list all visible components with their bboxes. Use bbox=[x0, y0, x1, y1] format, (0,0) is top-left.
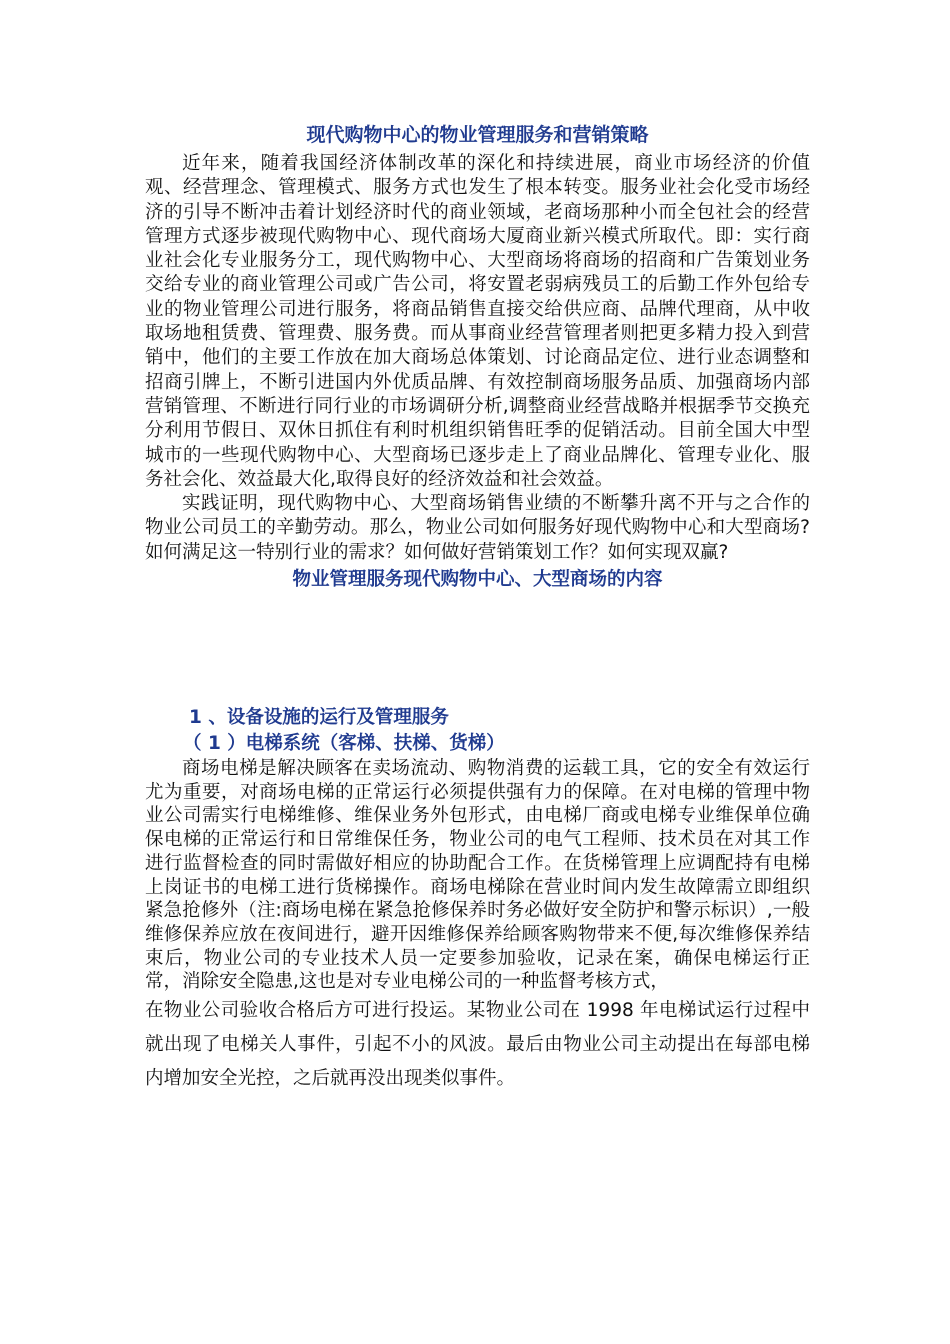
acceptance-paragraph: 在物业公司验收合格后方可进行投运。某物业公司在 1998 年电梯试运行过程中就出现了电梯关人事件，引起不小的风波。最后由物业公司主动提出在每部电梯内增加安全光控，之后就再没出现类似事件。 bbox=[145, 1000, 810, 1090]
intro-paragraph: 近年来，随着我国经济体制改革的深化和持续进展，商业市场经济的价值观、经营理念、管理模式、服务方式也发生了根本转变。服务业社会化受市场经济的引导不断冲击着计划经济时代的商业领域，老商场那种小而全包社会的经营管理方式逐步被现代购物中心、现代商场大厦商业新兴模式所取代。即：实行商业社会化专业服务分工，现代购物中心、大型商场将商场的招商和广告策划业务交给专业的商业管理公司或广告公司，将安置老弱病残员工的后勤工作外包给专业的物业管理公司进行服务，将商品销售直接交给供应商、品牌代理商，从中收取场地租赁费、管理费、服务费。而从事商业经营管理者则把更多精力投入到营销中，他们的主要工作放在加大商场总体策划、讨论商品定位、进行业态调整和招商引牌上，不断引进国内外优质品牌、有效控制商场服务品质、加强商场内部营销管理、不断进行同行业的市场调研分析,调整商业经营战略并根据季节交换充分利用节假日、双休日抓住有利时机组织销售旺季的促销活动。目前全国大中型城市的一些现代购物中心、大型商场已逐步走上了商业品牌化、管理专业化、服务社会化、效益最大化,取得良好的经济效益和社会效益。 bbox=[145, 153, 810, 490]
section-subtitle: 物业管理服务现代购物中心、大型商场的内容 bbox=[292, 569, 663, 591]
document-page bbox=[145, 118, 810, 1096]
elevator-paragraph: 商场电梯是解决顾客在卖场流动、购物消费的运载工具，它的安全有效运行尤为重要，对商场电梯的正常运行必须提供强有力的保障。在对电梯的管理中物业公司需实行电梯维修、维保业务外包形式，由电梯厂商或电梯专业维保单位确保电梯的正常运行和日常维保任务，物业公司的电气工程师、技术员在对其工作进行监督检查的同时需做好相应的协助配合工作。在货梯管理上应调配持有电梯上岗证书的电梯工进行货梯操作。商场电梯除在营业时间内发生故障需立即组织紧急抢修外（注:商场电梯在紧急抢修保养时务必做好安全防护和警示标识）,一般维修保养应放在夜间进行，避开因维修保养给顾客购物带来不便,每次维修保养结束后，物业公司的专业技术人员一定要参加验收，记录在案，确保电梯运行正常，消除安全隐患,这也是对专业电梯公司的一种监督考核方式， bbox=[145, 758, 810, 993]
document-title: 现代购物中心的物业管理服务和营销策略 bbox=[306, 124, 649, 146]
practice-paragraph: 实践证明，现代购物中心、大型商场销售业绩的不断攀升离不开与之合作的物业公司员工的辛勤劳动。那么，物业公司如何服务好现代购物中心和大型商场?如何满足这一特别行业的需求？如何做好营销策划工作？如何实现双赢? bbox=[145, 493, 810, 563]
section1-heading: 1 、设备设施的运行及管理服务 bbox=[189, 707, 449, 729]
section1-sub-heading: （ 1 ）电梯系统（客梯、扶梯、货梯） bbox=[183, 733, 505, 755]
